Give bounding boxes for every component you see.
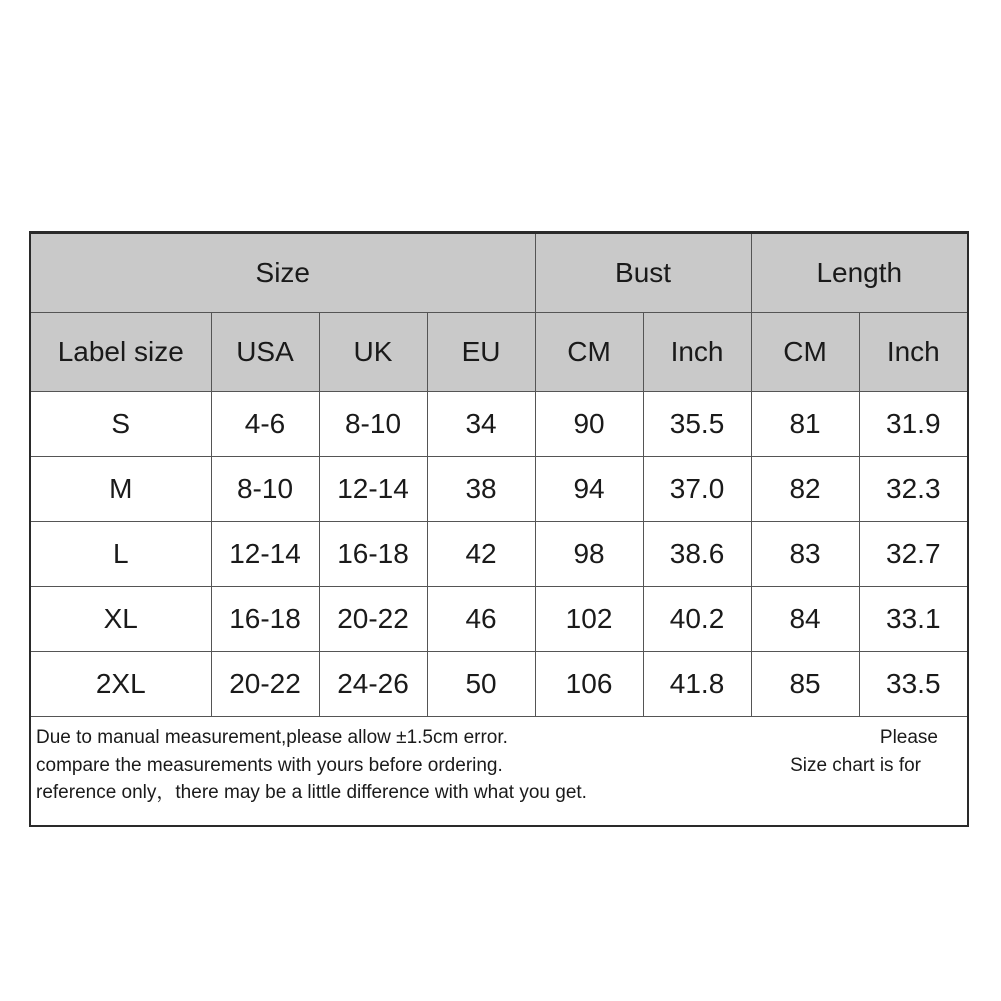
table-row — [30, 522, 968, 587]
table-row — [30, 457, 968, 522]
note-text-right — [771, 724, 963, 779]
table-row — [30, 587, 968, 652]
table-cell: 94 — [535, 457, 643, 522]
table-cell: 4-6 — [211, 392, 319, 457]
table-cell: 50 — [427, 652, 535, 717]
table-cell: L — [30, 522, 211, 587]
column-header: Inch — [643, 313, 751, 392]
table-cell: 12-14 — [319, 457, 427, 522]
table-cell: 20-22 — [319, 587, 427, 652]
table-cell: 98 — [535, 522, 643, 587]
table-cell: 84 — [751, 587, 859, 652]
table-cell: 85 — [751, 652, 859, 717]
column-header: EU — [427, 313, 535, 392]
table-row — [30, 652, 968, 717]
table-cell: 8-10 — [319, 392, 427, 457]
table-cell: 16-18 — [319, 522, 427, 587]
column-header-row — [30, 313, 968, 392]
table-cell: 42 — [427, 522, 535, 587]
table-cell: 16-18 — [211, 587, 319, 652]
column-header: Label size — [30, 313, 211, 392]
table-row — [30, 392, 968, 457]
note-row — [30, 717, 968, 827]
table-cell: 34 — [427, 392, 535, 457]
table-cell: 38 — [427, 457, 535, 522]
table-cell: 12-14 — [211, 522, 319, 587]
table-cell: 46 — [427, 587, 535, 652]
table-cell: M — [30, 457, 211, 522]
column-header: CM — [535, 313, 643, 392]
table-cell: 40.2 — [643, 587, 751, 652]
group-header-bust: Bust — [535, 233, 751, 313]
note-right-line-1: Please — [879, 727, 938, 748]
table-cell: S — [30, 392, 211, 457]
table-cell: 20-22 — [211, 652, 319, 717]
table-cell: 24-26 — [319, 652, 427, 717]
table-cell: 31.9 — [859, 392, 968, 457]
table-cell: 37.0 — [643, 457, 751, 522]
table-cell: 33.1 — [859, 587, 968, 652]
table-cell: 82 — [751, 457, 859, 522]
table-cell: 38.6 — [643, 522, 751, 587]
table-cell: 8-10 — [211, 457, 319, 522]
measurement-note — [30, 717, 968, 827]
table-cell: 35.5 — [643, 392, 751, 457]
group-header-length: Length — [751, 233, 968, 313]
table-cell: 32.3 — [859, 457, 968, 522]
table-cell: 81 — [751, 392, 859, 457]
table-cell: XL — [30, 587, 211, 652]
size-chart-table — [29, 231, 969, 827]
table-cell: 2XL — [30, 652, 211, 717]
note-right-line-2: Size chart is for — [790, 754, 921, 776]
column-header: UK — [319, 313, 427, 392]
table-cell: 32.7 — [859, 522, 968, 587]
column-header: CM — [751, 313, 859, 392]
table-cell: 33.5 — [859, 652, 968, 717]
group-header-row — [30, 233, 968, 313]
table-cell: 90 — [535, 392, 643, 457]
table-cell: 102 — [535, 587, 643, 652]
table-cell: 41.8 — [643, 652, 751, 717]
table-cell: 106 — [535, 652, 643, 717]
column-header: Inch — [859, 313, 968, 392]
column-header: USA — [211, 313, 319, 392]
group-header-size: Size — [30, 233, 535, 313]
table-cell: 83 — [751, 522, 859, 587]
note-text-left: Due to manual measurement,please allow ±1.5cm error. compare the measurements with yours before ordering. reference only，there may be a little difference with what you get. — [36, 727, 587, 803]
